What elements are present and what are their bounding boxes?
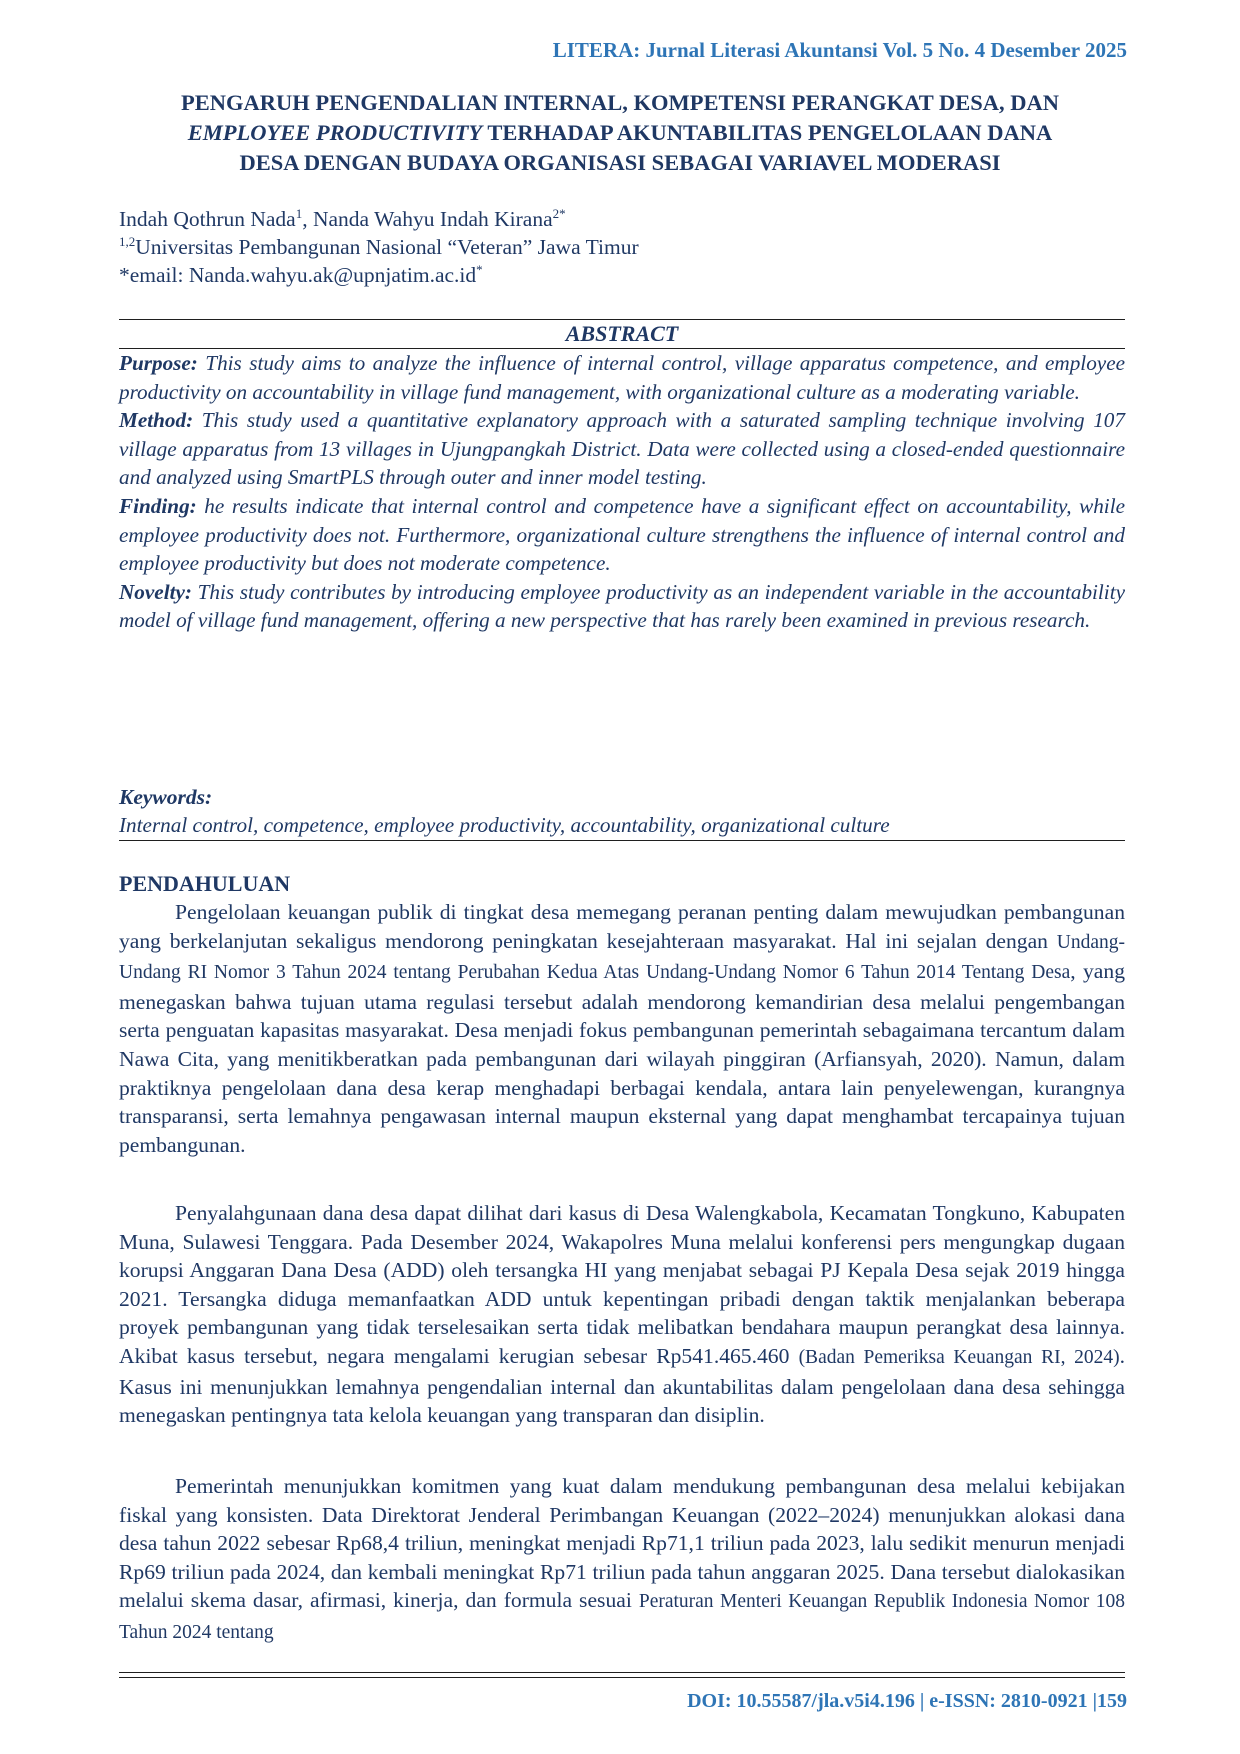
abstract-heading: ABSTRACT — [565, 321, 679, 346]
intro-paragraph-3 — [119, 1472, 1125, 1648]
author-names — [119, 205, 639, 233]
footer-rule-bottom — [119, 1677, 1125, 1678]
author-1: Indah Qothrun Nada — [119, 207, 296, 231]
title-line-3: DESA DENGAN BUDAYA ORGANISASI SEBAGAI VARIAVEL MODERASI — [239, 150, 1001, 175]
purpose-label: Purpose: — [119, 351, 198, 375]
p1-text-a: Pengelolaan keuangan publik di tingkat desa memegang peranan penting dalam mewujudkan pembangunan yang berkelanjutan sekaligus mendorong peningkatan kesejahteraan masyarakat. Hal ini sejalan dengan — [119, 900, 1125, 953]
p1-text-b: , yang menegaskan bahwa tujuan utama regulasi tersebut adalah mendorong kemandirian desa melalui pengembangan serta penguatan kapasitas masyarakat. Desa menjadi fokus pembangunan pemerintah sebagaimana tercantum dalam Nawa Cita, yang menitikberatkan pada pembangunan dari wilayah pinggiran (Arfiansyah, 2020). Namun, dalam praktiknya pengelolaan dana desa kerap menghadapi berbagai kendala, antara lain penyelewengan, kurangnya transparansi, serta lemahnya pengawasan internal maupun eksternal yang dapat menghambat tercapainya tujuan pembangunan. — [119, 959, 1125, 1157]
p3-text-a: Pemerintah menunjukkan komitmen yang kuat dalam mendukung pembangunan desa melalui kebijakan fiskal yang konsisten. Data Direktorat Jenderal Perimbangan Keuangan (2022–2024) menunjukkan alokasi dana desa tahun 2022 sebesar Rp68,4 triliun, meningkat menjadi Rp71,1 triliun pada 2023, lalu sedikit menurun menjadi Rp69 triliun pada 2024, dan kembali meningkat Rp71 triliun pada tahun anggaran 2025. Dana tersebut dialokasikan melalui skema dasar, afirmasi, kinerja, dan formula sesuai — [119, 1474, 1125, 1613]
abstract-body — [119, 349, 1125, 635]
p3-citation: Peraturan Menteri Keuangan Republik Indonesia Nomor 108 Tahun 2024 tentang — [119, 1591, 1126, 1643]
abstract-method — [119, 406, 1125, 492]
intro-paragraph-1 — [119, 898, 1125, 1159]
intro-paragraph-1-text — [119, 898, 1125, 1159]
title-line-1: PENGARUH PENGENDALIAN INTERNAL, KOMPETENSI PERANGKAT DESA, DAN — [180, 90, 1059, 115]
keywords-bottom-rule — [119, 840, 1125, 841]
intro-paragraph-2-text — [119, 1199, 1125, 1430]
p2-citation: (Badan Pemeriksa Keuangan RI, 2024) — [798, 1346, 1120, 1368]
p2-text-a: Penyalahgunaan dana desa dapat dilihat dari kasus di Desa Walengkabola, Kecamatan Tongkuno, Kabupaten Muna, Sulawesi Tenggara. Pada Desember 2024, Wakapolres Muna melalui konferensi pers mengungkap dugaan korupsi Anggaran Dana Desa (ADD) oleh tersangka HI yang menjabat sebagai PJ Kepala Desa sejak 2019 hingga 2021. Tersangka diduga memanfaatkan ADD untuk kepentingan pribadi dengan taktik menjalankan beberapa proyek pembangunan yang tidak terselesaikan serta tidak melibatkan bendahara maupun perangkat desa lainnya. Akibat kasus tersebut, negara mengalami kerugian sebesar Rp541.465.460 — [119, 1201, 1125, 1368]
novelty-label: Novelty: — [119, 579, 192, 604]
method-label: Method: — [119, 408, 194, 433]
abstract-top-rule — [119, 319, 1125, 320]
affiliation — [119, 233, 639, 261]
p2-text-b: . Kasus ini menunjukkan lemahnya pengendalian internal dan akuntabilitas dalam pengelolaan dana desa sehingga menegaskan pentingnya tata kelola keuangan yang transparan dan disiplin. — [119, 1343, 1125, 1428]
email-line — [119, 261, 639, 289]
keywords-label: Keywords: — [119, 785, 213, 809]
finding-label: Finding: — [119, 493, 197, 518]
author-separator: , — [302, 207, 313, 231]
affiliation-text: Universitas Pembangunan Nasional “Veteran” Jawa Timur — [135, 235, 639, 259]
intro-paragraph-3-text — [119, 1472, 1125, 1648]
title-line-2-rest: TERHADAP AKUNTABILITAS PENGELOLAAN DANA — [482, 120, 1053, 145]
abstract-finding — [119, 492, 1125, 578]
journal-header: LITERA: Jurnal Literasi Akuntansi Vol. 5 No. 4 Desember 2025 — [552, 38, 1127, 62]
paper-title — [120, 88, 1120, 178]
page-footer: DOI: 10.55587/jla.v5i4.196 | e-ISSN: 2810-0921 |159 — [687, 1690, 1127, 1712]
author-2-sup: 2* — [552, 205, 566, 221]
author-1-sup: 1 — [295, 205, 303, 221]
author-2: Nanda Wahyu Indah Kirana — [312, 207, 553, 231]
email-sup: * — [476, 261, 483, 277]
section-heading: PENDAHULUAN — [119, 871, 291, 896]
p1-citation: Undang-Undang RI Nomor 3 Tahun 2024 tentang Perubahan Kedua Atas Undang-Undang Nomor 6 Tahun 2014 Tentang Desa — [119, 931, 1125, 984]
author-block — [119, 205, 639, 289]
method-text: This study used a quantitative explanatory approach with a saturated sampling technique involving 107 village apparatus from 13 villages in Ujungpangkah District. Data were collected using a closed-ended questionnaire and analyzed using SmartPLS through outer and inner model testing. — [119, 408, 1125, 490]
purpose-text: This study aims to analyze the influence of internal control, village apparatus competence, and employee productivity on accountability in village fund management, with organizational culture as a moderating variable. — [119, 351, 1125, 404]
affiliation-sup: 1,2 — [119, 233, 136, 249]
footer-rule-top — [119, 1672, 1125, 1673]
intro-paragraph-2 — [119, 1199, 1125, 1430]
title-italic-term: EMPLOYEE PRODUCTIVITY — [187, 120, 483, 145]
novelty-text: This study contributes by introducing employee productivity as an independent variable in the accountability model of village fund management, offering a new perspective that has rarely been examined in previous research. — [119, 579, 1125, 633]
keywords-text: Internal control, competence, employee productivity, accountability, organizational culture — [119, 813, 890, 837]
abstract-purpose — [119, 349, 1125, 406]
title-line-2 — [120, 118, 1120, 148]
finding-text: he results indicate that internal control and competence have a significant effect on accountability, while employee productivity does not. Furthermore, organizational culture strengthens the influence of internal control and employee productivity but does not moderate competence. — [119, 493, 1125, 576]
abstract-novelty — [119, 578, 1125, 635]
email-text: *email: Nanda.wahyu.ak@upnjatim.ac.id — [119, 263, 477, 287]
